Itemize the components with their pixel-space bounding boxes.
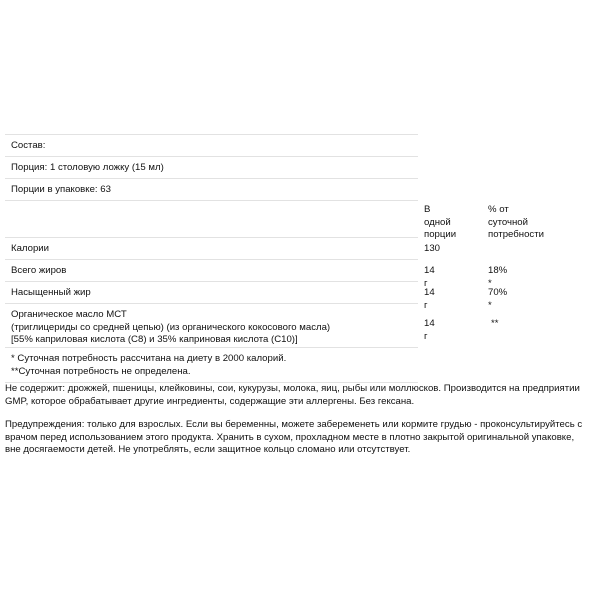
nutrient-row-saturated-fat [5,281,508,311]
mct-oil-dv: ** [491,318,499,329]
warnings-statement: Предупреждения: только для взрослых. Если вы беременны, можете забеременеть или кормите грудью - проконсультируйтесь с врачом перед использованием этого продукта. Хранить в сухом, прохладном месте в плотно закрытой оригинальной упаковке, вне досягаемости детей. Не употреблять, если защитное кольцо сломано или отсутствует. [5,419,583,455]
nutrient-name: Всего жиров [11,265,67,276]
composition-row [5,134,418,156]
nutrient-dv: 18% * [488,265,508,289]
nutrient-row-total-fat [5,259,508,289]
amount-per-serving-header: В одной порции [424,204,457,240]
nutrient-amount: 14 г [424,287,435,311]
footnotes: * Суточная потребность рассчитана на диету в 2000 калорий. **Суточная потребность не определена. [11,353,287,377]
nutrient-amount: 14 г [424,265,435,289]
supplement-facts-table [5,134,544,383]
nutrient-row-mct-oil [5,303,499,347]
mct-oil-name: Органическое масло МСТ (триглицериды со средней цепью) (из органического кокосового масла) [55% каприловая кислота (С8) и 35% каприновая кислота (С10)] [11,309,331,345]
nutrient-amount: 130 [424,243,441,254]
daily-value-header: % от суточной потребности [488,204,544,240]
servings-per-container: Порции в упаковке: 63 [11,184,111,195]
nutrient-row-calories [5,237,441,259]
free-from-statement: Не содержит: дрожжей, пшеницы, клейковины, сои, кукурузы, молока, яиц, рыбы или моллюсков. Производится на предприятии GMP, которое обрабатывает другие ингредиенты, содержащие эти аллергены. Без гексана. [5,383,580,407]
composition-label: Состав: [11,140,46,151]
nutrient-name: Насыщенный жир [11,287,91,298]
nutrient-dv: 70% * [488,287,508,311]
footnotes-row [5,347,418,383]
serving-size-row [5,156,418,178]
serving-size: Порция: 1 столовую ложку (15 мл) [11,162,164,173]
mct-oil-amount: 14 г [424,318,435,342]
servings-per-container-row [5,178,418,200]
nutrient-name: Калории [11,243,50,254]
table-header-row [5,200,544,240]
